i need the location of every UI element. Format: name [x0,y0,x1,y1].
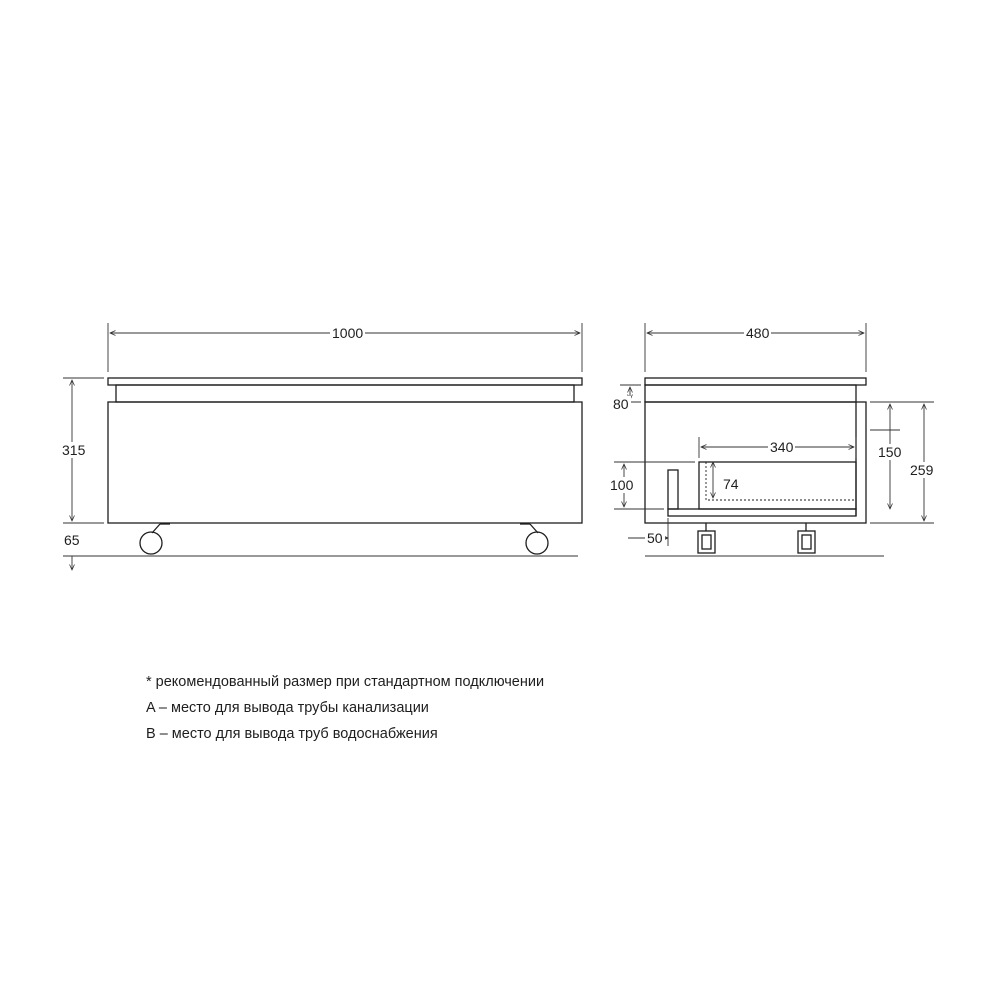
notes-block [146,669,544,747]
note-recommended-size: * рекомендованный размер при стандартном подключении [146,674,545,690]
side-depth-label: 480 [746,325,770,341]
drain-pipe [668,470,678,509]
side-drawer-bottom [668,509,856,516]
front-countertop [108,378,582,385]
front-width-label: 1000 [332,325,364,341]
side-body-height-label: 259 [910,462,934,478]
side-inner-height-label: 74 [723,476,739,492]
side-left-wheel [698,523,715,553]
front-left-wheel [140,524,170,554]
side-countertop [645,378,866,385]
side-drawer-height-label: 150 [878,444,902,460]
front-top-panel [116,385,574,402]
side-top-label: 80 [613,396,629,412]
side-pipe-offset-label: 50 [647,530,663,546]
front-wheel-label: 65 [64,532,80,548]
front-right-wheel [520,524,548,554]
front-height-label: 315 [62,442,86,458]
front-drawer-body [108,402,582,523]
front-view [108,378,582,554]
side-right-wheel [798,523,815,553]
note-water-outlet: B – место для вывода труб водоснабжения [146,726,438,742]
side-top-panel [645,385,856,402]
side-view [645,378,866,553]
front-dimensions [63,323,582,570]
side-pipe-height-label: 100 [610,477,634,493]
side-drawer-depth-label: 340 [770,439,794,455]
note-sewer-outlet: A – место для вывода трубы канализации [146,700,429,716]
